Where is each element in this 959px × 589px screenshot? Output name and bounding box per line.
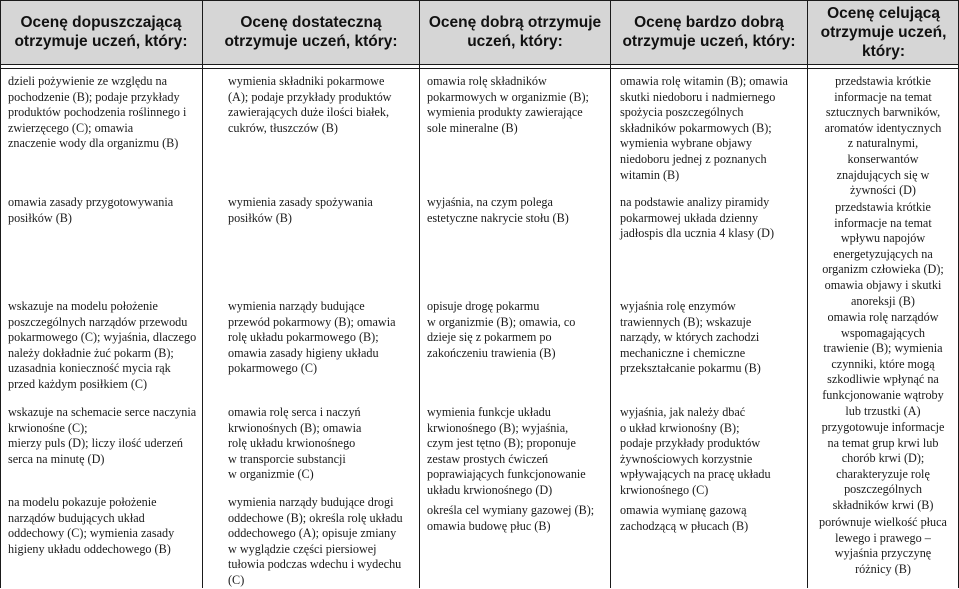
requirement-item: wyjaśnia, na czym polega estetyczne nakrycie stołu (B) [427,195,569,225]
requirement-item: omawia rolę narządów wspomagających trawienie (B); wymienia czynniki, które mogą szkodliwie wpłynąć na funkcjonowanie wątroby lub trzustki (A) [822,310,944,418]
requirement-item: wyjaśnia, jak należy dbać o układ krwionośny (B); podaje przykłady produktów żywnościowych korzystnie wpływających na pracę układu krwionośnego (C) [620,405,771,497]
requirement-item: wskazuje na modelu położenie poszczególnych narządów przewodu pokarmowego (C); wyjaśnia, dlaczego należy dokładnie żuć pokarm (B); uzasadnia konieczność mycia rąk przed każdym posiłkiem (C) [8,299,197,391]
header-bardzo-dobra: Ocenę bardzo dobrą otrzymuje uczeń, który: [622,14,796,50]
col-border-1 [202,0,203,588]
header-dobra: Ocenę dobrą otrzymuje uczeń, który: [428,14,602,50]
requirement-item: omawia zasady przygotowywania posiłków (B) [8,195,174,225]
requirement-item: wyjaśnia rolę enzymów trawiennych (B); wskazuje narządy, w których zachodzi mechaniczne i chemiczne przekształcanie pokarmu (B) [620,299,761,376]
requirement-item: wymienia narządy budujące drogi oddechowe (B); określa rolę układu oddechowego (A); opisuje zmiany w wyglądzie części piersiowej tułowia podczas wdechu i wydechu (C) [228,495,403,587]
table-header-row [0,0,959,64]
col-border-0 [0,0,1,588]
requirement-item: przygotowuje informacje na temat grup krwi lub chorób krwi (D); charakteryzuje rolę poszczególnych składników krwi (B) [821,420,945,512]
requirement-item: wymienia zasady spożywania posiłków (B) [228,195,373,225]
col-border-2 [419,0,420,588]
requirement-item: wymienia składniki pokarmowe (A); podaje przykłady produktów zawierających duże ilości białek, cukrów, tłuszczów (B) [228,74,392,135]
requirement-item: omawia rolę witamin (B); omawia skutki niedoboru i nadmiernego spożycia poszczególnych składników pokarmowych (B); wymienia wybrane objawy niedoboru jednej z poznanych witamin (B) [620,74,788,182]
header-dostateczna: Ocenę dostateczną otrzymuje uczeń, który: [224,14,398,50]
header-celujaca: Ocenę celującą otrzymuje uczeń, który: [820,4,947,60]
requirement-item: porównuje wielkość płuca lewego i prawego – wyjaśnia przyczynę różnicy (B) [819,515,947,576]
requirement-item: wymienia funkcje układu krwionośnego (B); wyjaśnia, czym jest tętno (B); proponuje zestaw prostych ćwiczeń poprawiających funkcjonowanie układu krwionośnego (D) [427,405,586,497]
requirement-item: wymienia narządy budujące przewód pokarmowy (B); omawia rolę układu pokarmowego (B); omawia zasady higieny układu pokarmowego (C) [228,299,396,376]
requirement-item: na podstawie analizy piramidy pokarmowej układa dzienny jadłospis dla ucznia 4 klasy (D) [620,195,774,241]
col-border-3 [610,0,611,588]
requirement-item: omawia rolę składników pokarmowych w organizmie (B); wymienia produkty zawierające sole mineralne (B) [427,74,589,135]
header-dopuszczajaca: Ocenę dopuszczającą otrzymuje uczeń, który: [14,14,188,50]
requirement-item: wskazuje na schemacie serce naczynia krwionośne (C); mierzy puls (D); liczy ilość uderzeń serca na minutę (D) [8,405,197,466]
requirement-item: przedstawia krótkie informacje na temat sztucznych barwników, aromatów identycznych z naturalnymi, konserwantów znajdujących się w żywności (D) [824,74,942,198]
requirement-item: na modelu pokazuje położenie narządów budujących układ oddechowy (C); wymienia zasady higieny układu oddechowego (B) [8,495,175,556]
requirement-item: określa cel wymiany gazowej (B); omawia budowę płuc (B) [427,503,595,533]
requirement-item: dzieli pożywienie ze względu na pochodzenie (B); podaje przykłady produktów pochodzenia roślinnego i zwierzęcego (C); omawia znaczenie wody dla organizmu (B) [8,74,187,151]
requirement-item: omawia wymianę gazową zachodzącą w płucach (B) [620,503,749,533]
requirement-item: opisuje drogę pokarmu w organizmie (B); omawia, co dzieje się z pokarmem po zakończeniu trawienia (B) [427,299,576,360]
table-top-border [0,0,959,1]
header-bottom-border [0,64,959,65]
body-top-border [0,68,959,69]
requirement-item: przedstawia krótkie informacje na temat wpływu napojów energetyzujących na organizm człowieka (D); omawia objawy i skutki anoreksji (B) [822,200,944,308]
requirement-item: omawia rolę serca i naczyń krwionośnych (B); omawia rolę układu krwionośnego w transporcie substancji w organizmie (C) [228,405,362,482]
